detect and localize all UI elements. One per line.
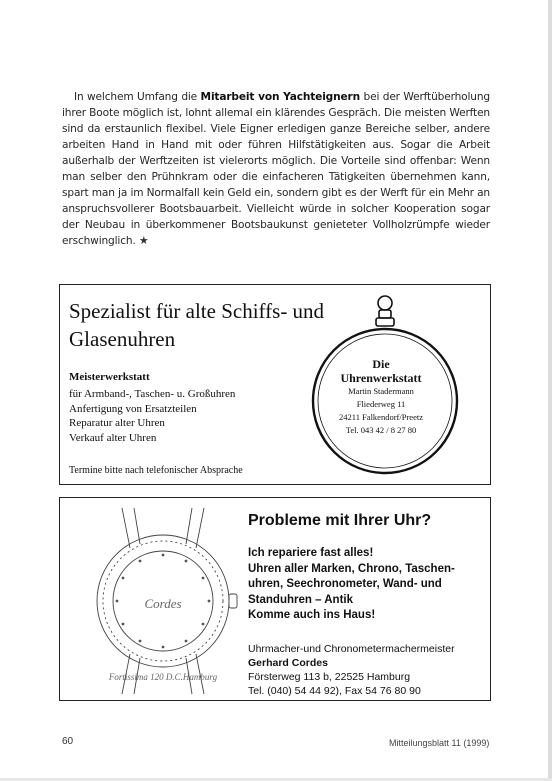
article-paragraph — [62, 89, 490, 250]
article-text-start: In welchem Umfang die — [74, 90, 201, 103]
watch-title-line1: Die — [372, 357, 390, 371]
ad2-name: Gerhard Cordes — [248, 657, 328, 669]
ad2-contact — [248, 642, 483, 698]
ad2-title: Probleme mit Ihrer Uhr? — [248, 512, 432, 529]
ad1-service: Verkauf alter Uhren — [69, 431, 157, 444]
ad-cordes — [59, 497, 491, 701]
ad1-subtitle: Meisterwerkstatt — [69, 371, 150, 383]
ad2-address: Försterweg 113 b, 22525 Hamburg — [248, 671, 411, 683]
ad-uhrenwerkstatt — [59, 284, 491, 485]
ad1-service: Reparatur alter Uhren — [69, 417, 165, 429]
ad2-phone: Tel. (040) 54 44 92), Fax 54 76 80 90 — [248, 685, 421, 697]
end-star-icon: ★ — [138, 234, 149, 248]
ad2-body-line: Ich repariere fast alles! — [248, 547, 374, 559]
ad1-service: Anfertigung von Ersatzteilen — [69, 402, 197, 415]
ad2-body — [248, 546, 483, 624]
article-text-rest: bei der Werftüberholung ihrer Boote möglich ist, lohnt allemal ein klärendes Gespräch. Die meisten Werften sind da erstaunlich flexibel. Viele Eigner erledigen ganze Bereiche selber, andere arbeiten Hand in Hand mit oder führen Hilfstätigkeiten aus. Sogar die Arbeit außerhalb der Werftzeiten ist vielerorts möglich. Die Vorteile sind offenbar: Wenn man selber den Prühnkram oder die einfacheren Tätigkeiten übernehmen kann, spart man ja im Normalfall kein Geld ein, sondern gibt es der Werft für ein Mehr an anspruchsvollerer Bootsbauarbeit. Vielleicht würde in solcher Kooperation sogar der Neubau in überkommener Bootsbaukunst genieteter Vollholzrümpfe wieder erschwinglich. — [62, 90, 490, 248]
watch-title-line2: Uhrenwerkstatt — [340, 371, 422, 385]
page-number: 60 — [62, 736, 74, 747]
page-edge — [548, 0, 552, 781]
ad2-body-line: Uhren aller Marken, Chrono, Taschen- — [248, 562, 455, 575]
ad1-service: für Armband-, Taschen- u. Großuhren — [69, 388, 236, 400]
ad1-service-list — [69, 387, 235, 445]
ad2-trade: Uhrmacher-und Chronometermachermeister — [248, 643, 455, 655]
watch-address-block — [316, 357, 446, 437]
wristwatch-illustration — [82, 504, 252, 698]
watch-ring-text: Fortissima 120 D.C.Hamburg — [108, 672, 218, 682]
watch-owner-name: Martin Stadermann — [348, 386, 414, 396]
ad2-body-line: uhren, Seechronometer, Wand- und — [248, 578, 442, 590]
article-bold-phrase: Mitarbeit von Yachteignern — [200, 90, 361, 103]
ad1-title: Spezialist für alte Schiffs- und Glasenuhren — [69, 299, 325, 351]
journal-title: Mitteilungsblatt 11 (1999) — [389, 738, 490, 748]
watch-phone: Tel. 043 42 / 8 27 80 — [345, 425, 417, 435]
watch-street: Fliederweg 11 — [356, 399, 406, 409]
ad2-body-line: Standuhren – Antik — [248, 593, 353, 606]
ad2-body-line: Komme auch ins Haus! — [248, 609, 376, 621]
ad1-footer: Termine bitte nach telefonischer Absprache — [69, 465, 243, 476]
watch-brand-text: Cordes — [144, 596, 182, 611]
watch-city: 24211 Falkendorf/Preetz — [339, 412, 423, 422]
